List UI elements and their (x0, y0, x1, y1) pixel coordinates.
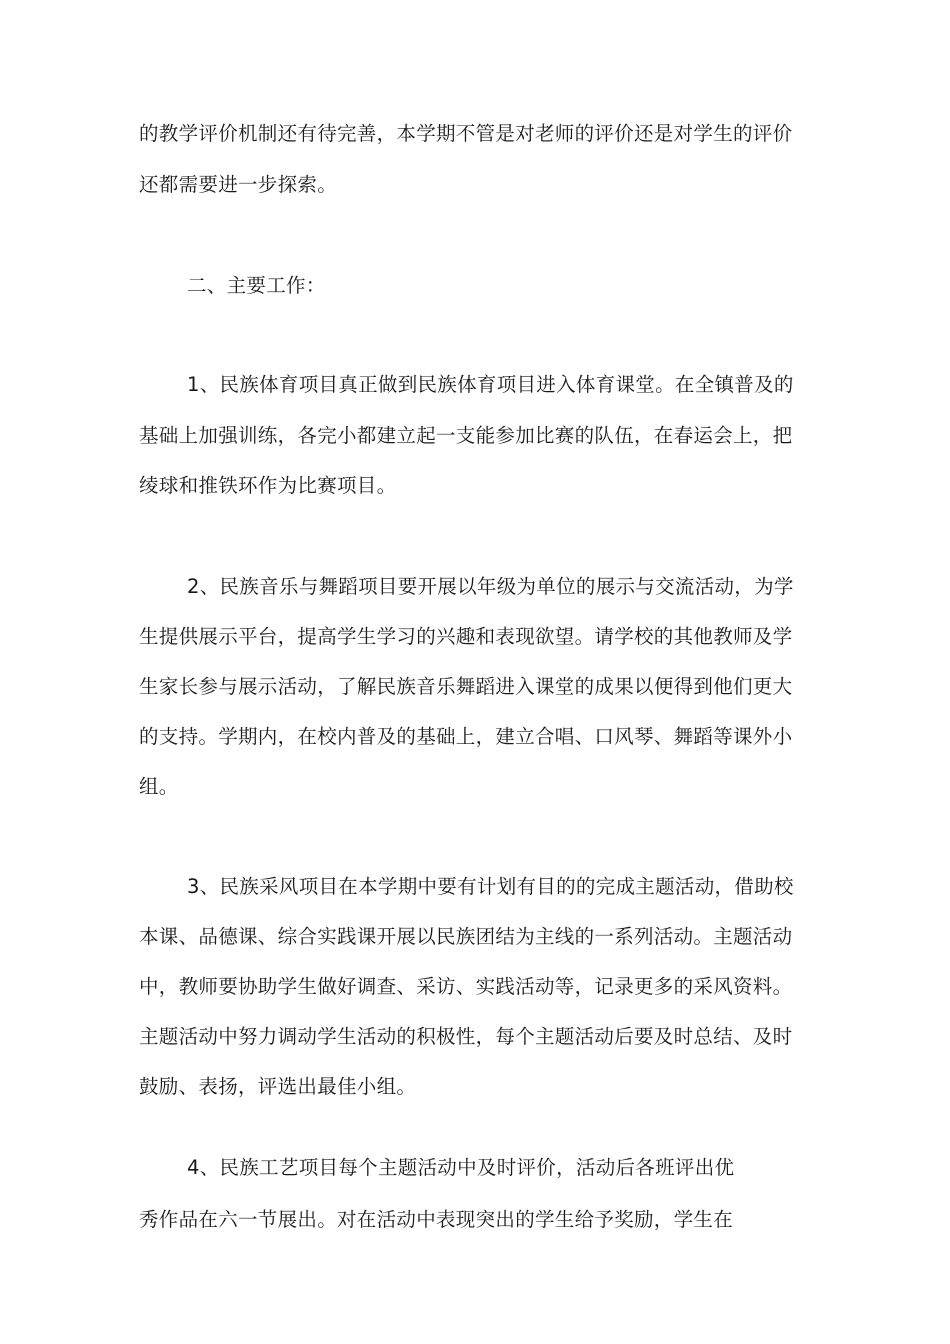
paragraph-2-line: 生家长参与展示活动，了解民族音乐舞蹈进入课堂的成果以便得到他们更大 (139, 675, 793, 698)
paragraph-3-line: 本课、品德课、综合实践课开展以民族团结为主线的一系列活动。主题活动 (139, 925, 793, 948)
text-line: 还都需要进一步探索。 (139, 173, 338, 196)
paragraph-2-line: 生提供展示平台，提高学生学习的兴趣和表现欲望。请学校的其他教师及学 (139, 625, 793, 648)
paragraph-4-line: 秀作品在六一节展出。对在活动中表现突出的学生给予奖励，学生在 (139, 1208, 734, 1231)
paragraph-3-line: 中，教师要协助学生做好调查、采访、实践活动等，记录更多的采风资料。 (139, 975, 793, 998)
paragraph-3-line: 3、民族采风项目在本学期中要有计划有目的的完成主题活动，借助校 (187, 875, 794, 898)
paragraph-1-line: 绫球和推铁环作为比赛项目。 (139, 474, 397, 497)
paragraph-3-line: 主题活动中努力调动学生活动的积极性，每个主题活动后要及时总结、及时 (139, 1025, 793, 1048)
section-heading: 二、主要工作： (187, 274, 326, 297)
paragraph-4-line: 4、民族工艺项目每个主题活动中及时评价，活动后各班评出优 (187, 1156, 735, 1179)
paragraph-2-line: 的支持。学期内，在校内普及的基础上，建立合唱、口风琴、舞蹈等课外小 (139, 725, 793, 748)
paragraph-1-line: 1、民族体育项目真正做到民族体育项目进入体育课堂。在全镇普及的 (187, 373, 794, 396)
text-line: 的教学评价机制还有待完善，本学期不管是对老师的评价还是对学生的评价 (139, 122, 793, 145)
paragraph-2-line: 2、民族音乐与舞蹈项目要开展以年级为单位的展示与交流活动，为学 (187, 575, 794, 598)
paragraph-3-line: 鼓励、表扬，评选出最佳小组。 (139, 1075, 417, 1098)
paragraph-1-line: 基础上加强训练，各完小都建立起一支能参加比赛的队伍，在春运会上，把 (139, 424, 793, 447)
paragraph-2-line: 组。 (139, 775, 179, 798)
